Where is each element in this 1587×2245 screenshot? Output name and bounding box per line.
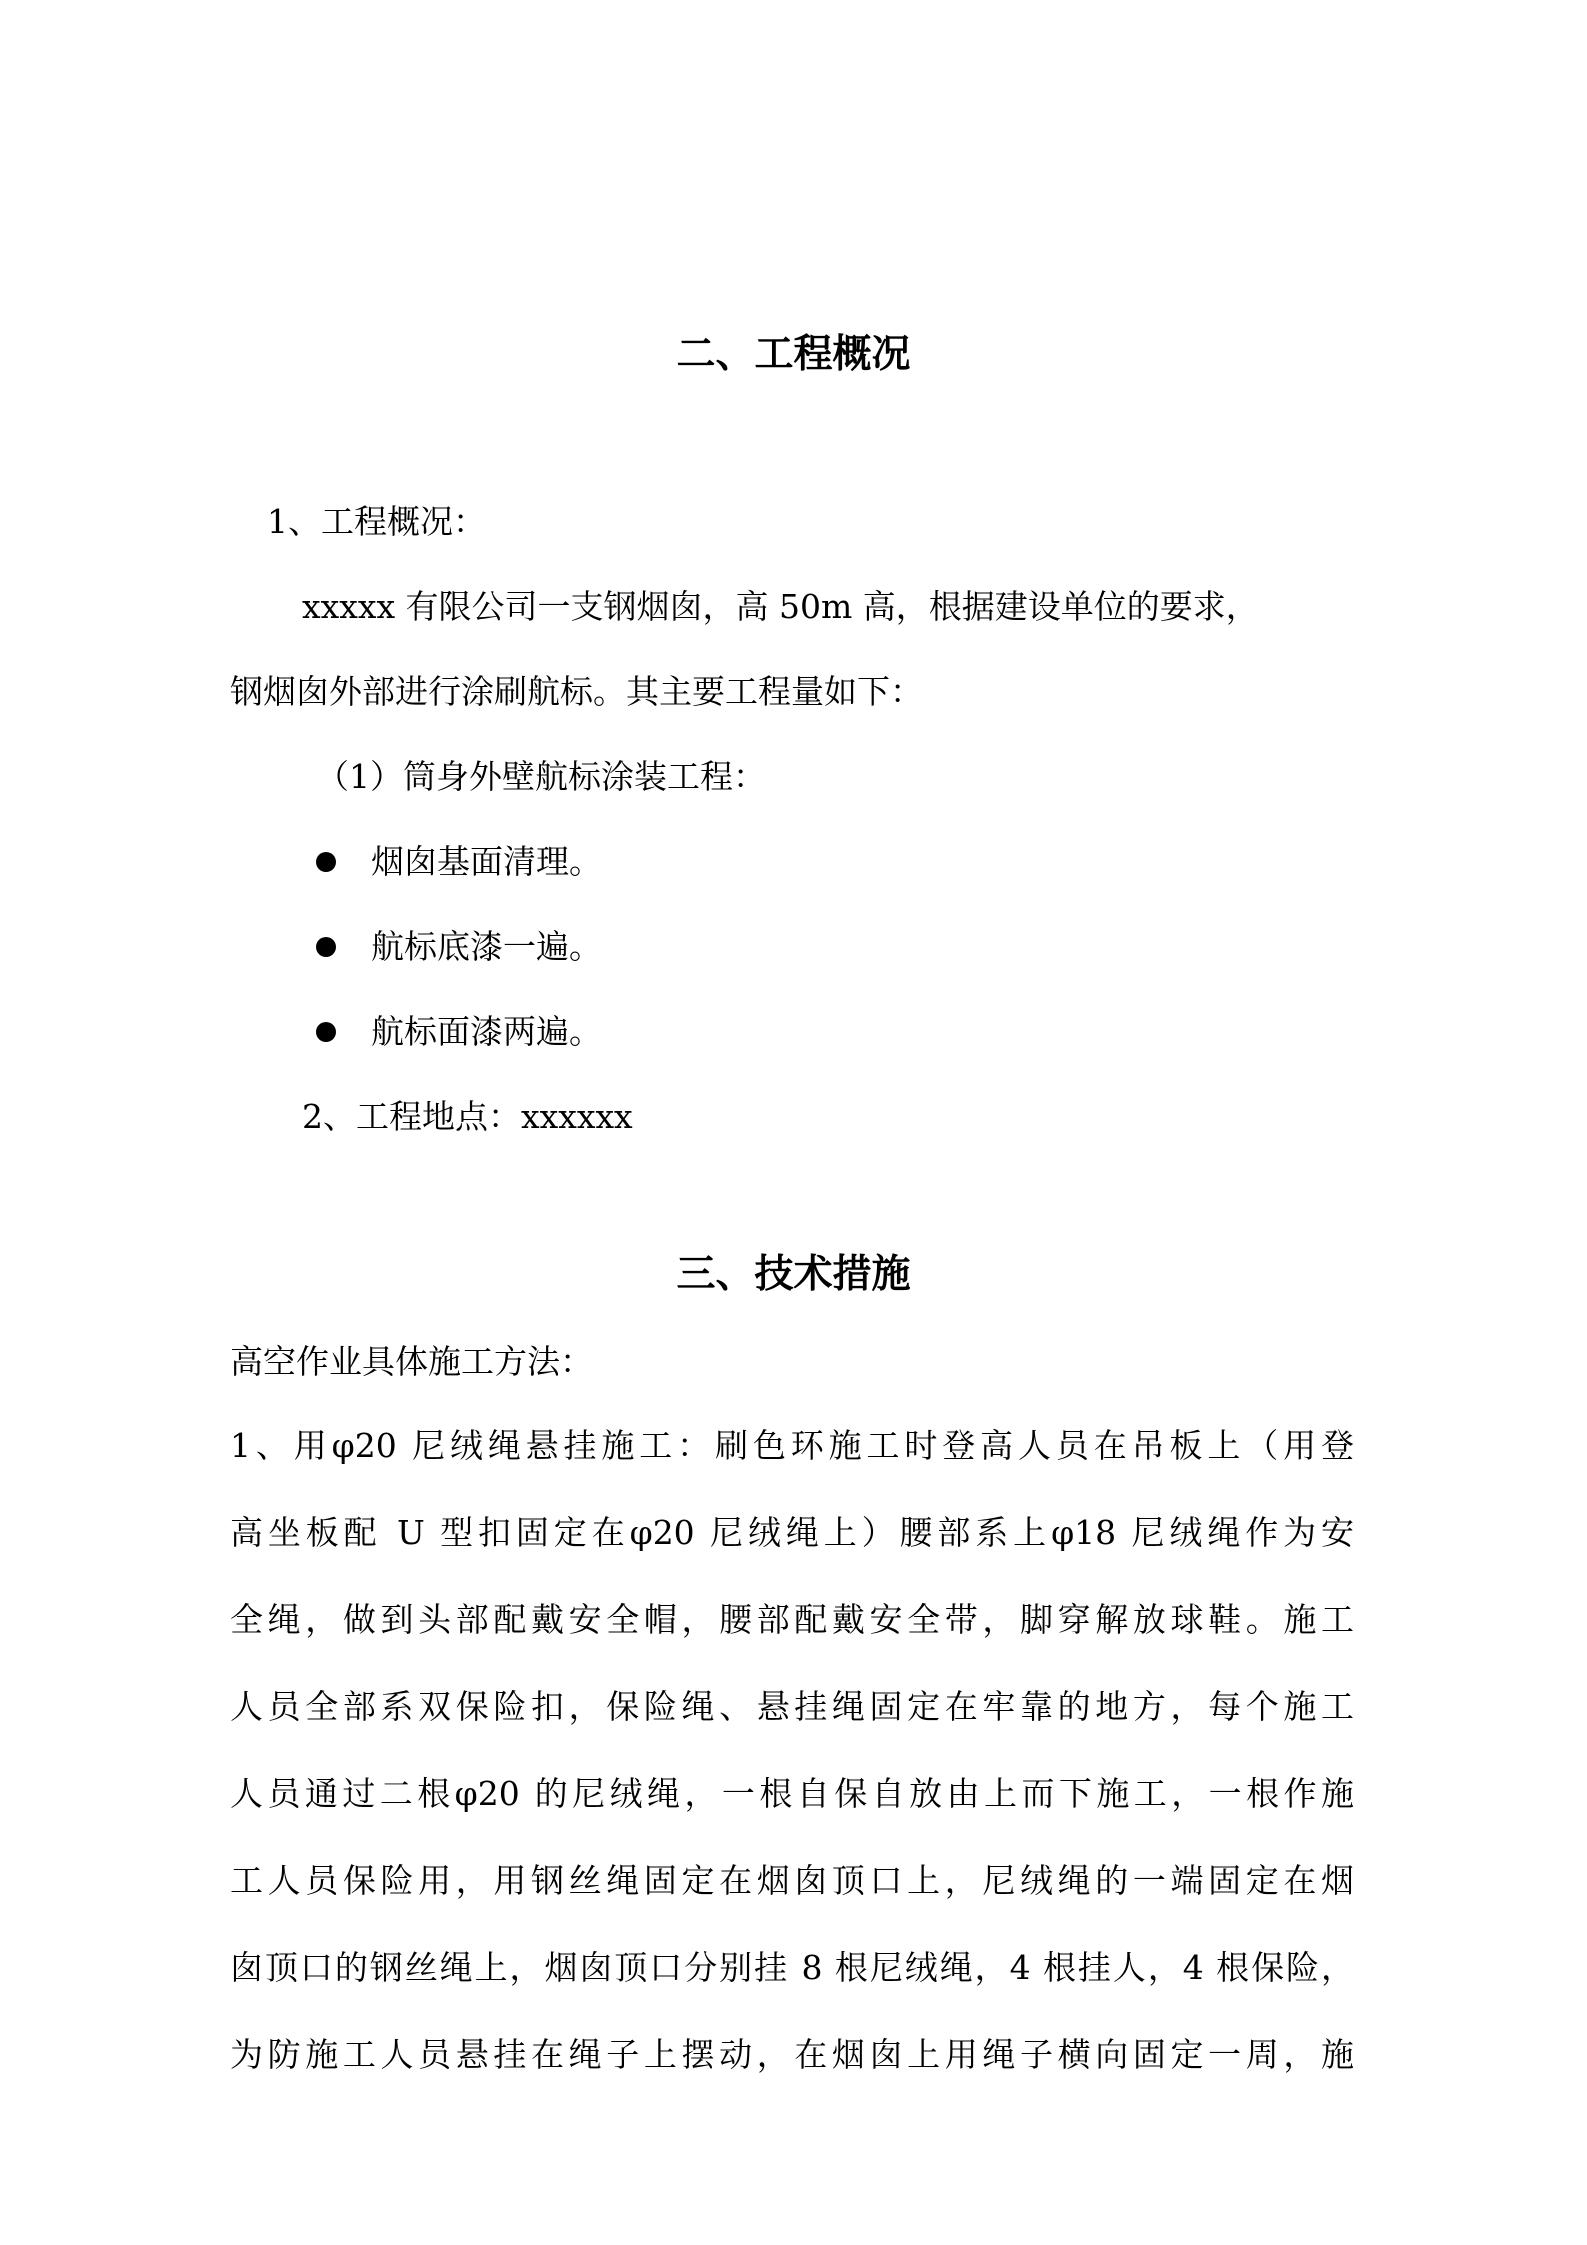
method-line: 为防施工人员悬挂在绳子上摆动，在烟囱上用绳子横向固定一周，施: [230, 2035, 1354, 2074]
method-line: 1、用φ20 尼绒绳悬挂施工：刷色环施工时登高人员在吊板上（用登: [230, 1426, 1354, 1465]
bullet-text: 航标面漆两遍。: [371, 1012, 602, 1051]
intro-line-2: 钢烟囱外部进行涂刷航标。其主要工程量如下：: [230, 672, 923, 711]
bullet-item: [316, 925, 602, 969]
bullet-item: [316, 840, 602, 884]
bullet-dot-icon: [316, 852, 336, 872]
bullet-item: [316, 1010, 602, 1054]
section-3-title: 三、技术措施: [676, 1252, 911, 1297]
method-line: 囱顶口的钢丝绳上，烟囱顶口分别挂 8 根尼绒绳，4 根挂人，4 根保险，: [230, 1948, 1354, 1987]
bullet-text: 烟囱基面清理。: [371, 842, 602, 881]
item-1-label: 1、工程概况：: [267, 502, 486, 541]
item-2-label: 2、工程地点：xxxxxx: [302, 1097, 633, 1136]
method-line: 高坐板配 U 型扣固定在φ20 尼绒绳上）腰部系上φ18 尼绒绳作为安: [230, 1513, 1354, 1552]
method-line: 全绳，做到头部配戴安全帽，腰部配戴安全带，脚穿解放球鞋。施工: [230, 1600, 1354, 1639]
intro-line-1: xxxxx 有限公司一支钢烟囱，高 50m 高，根据建设单位的要求，: [302, 587, 1259, 626]
method-line: 人员通过二根φ20 的尼绒绳，一根自保自放由上而下施工，一根作施: [230, 1774, 1354, 1813]
bullet-text: 航标底漆一遍。: [371, 927, 602, 966]
subitem-label: （1）筒身外壁航标涂装工程：: [316, 757, 766, 796]
method-label: 高空作业具体施工方法：: [230, 1342, 593, 1381]
method-line: 工人员保险用，用钢丝绳固定在烟囱顶口上，尼绒绳的一端固定在烟: [230, 1861, 1354, 1900]
bullet-dot-icon: [316, 1022, 336, 1042]
section-2-title: 二、工程概况: [676, 332, 911, 377]
method-line: 人员全部系双保险扣，保险绳、悬挂绳固定在牢靠的地方，每个施工: [230, 1687, 1354, 1726]
bullet-dot-icon: [316, 937, 336, 957]
